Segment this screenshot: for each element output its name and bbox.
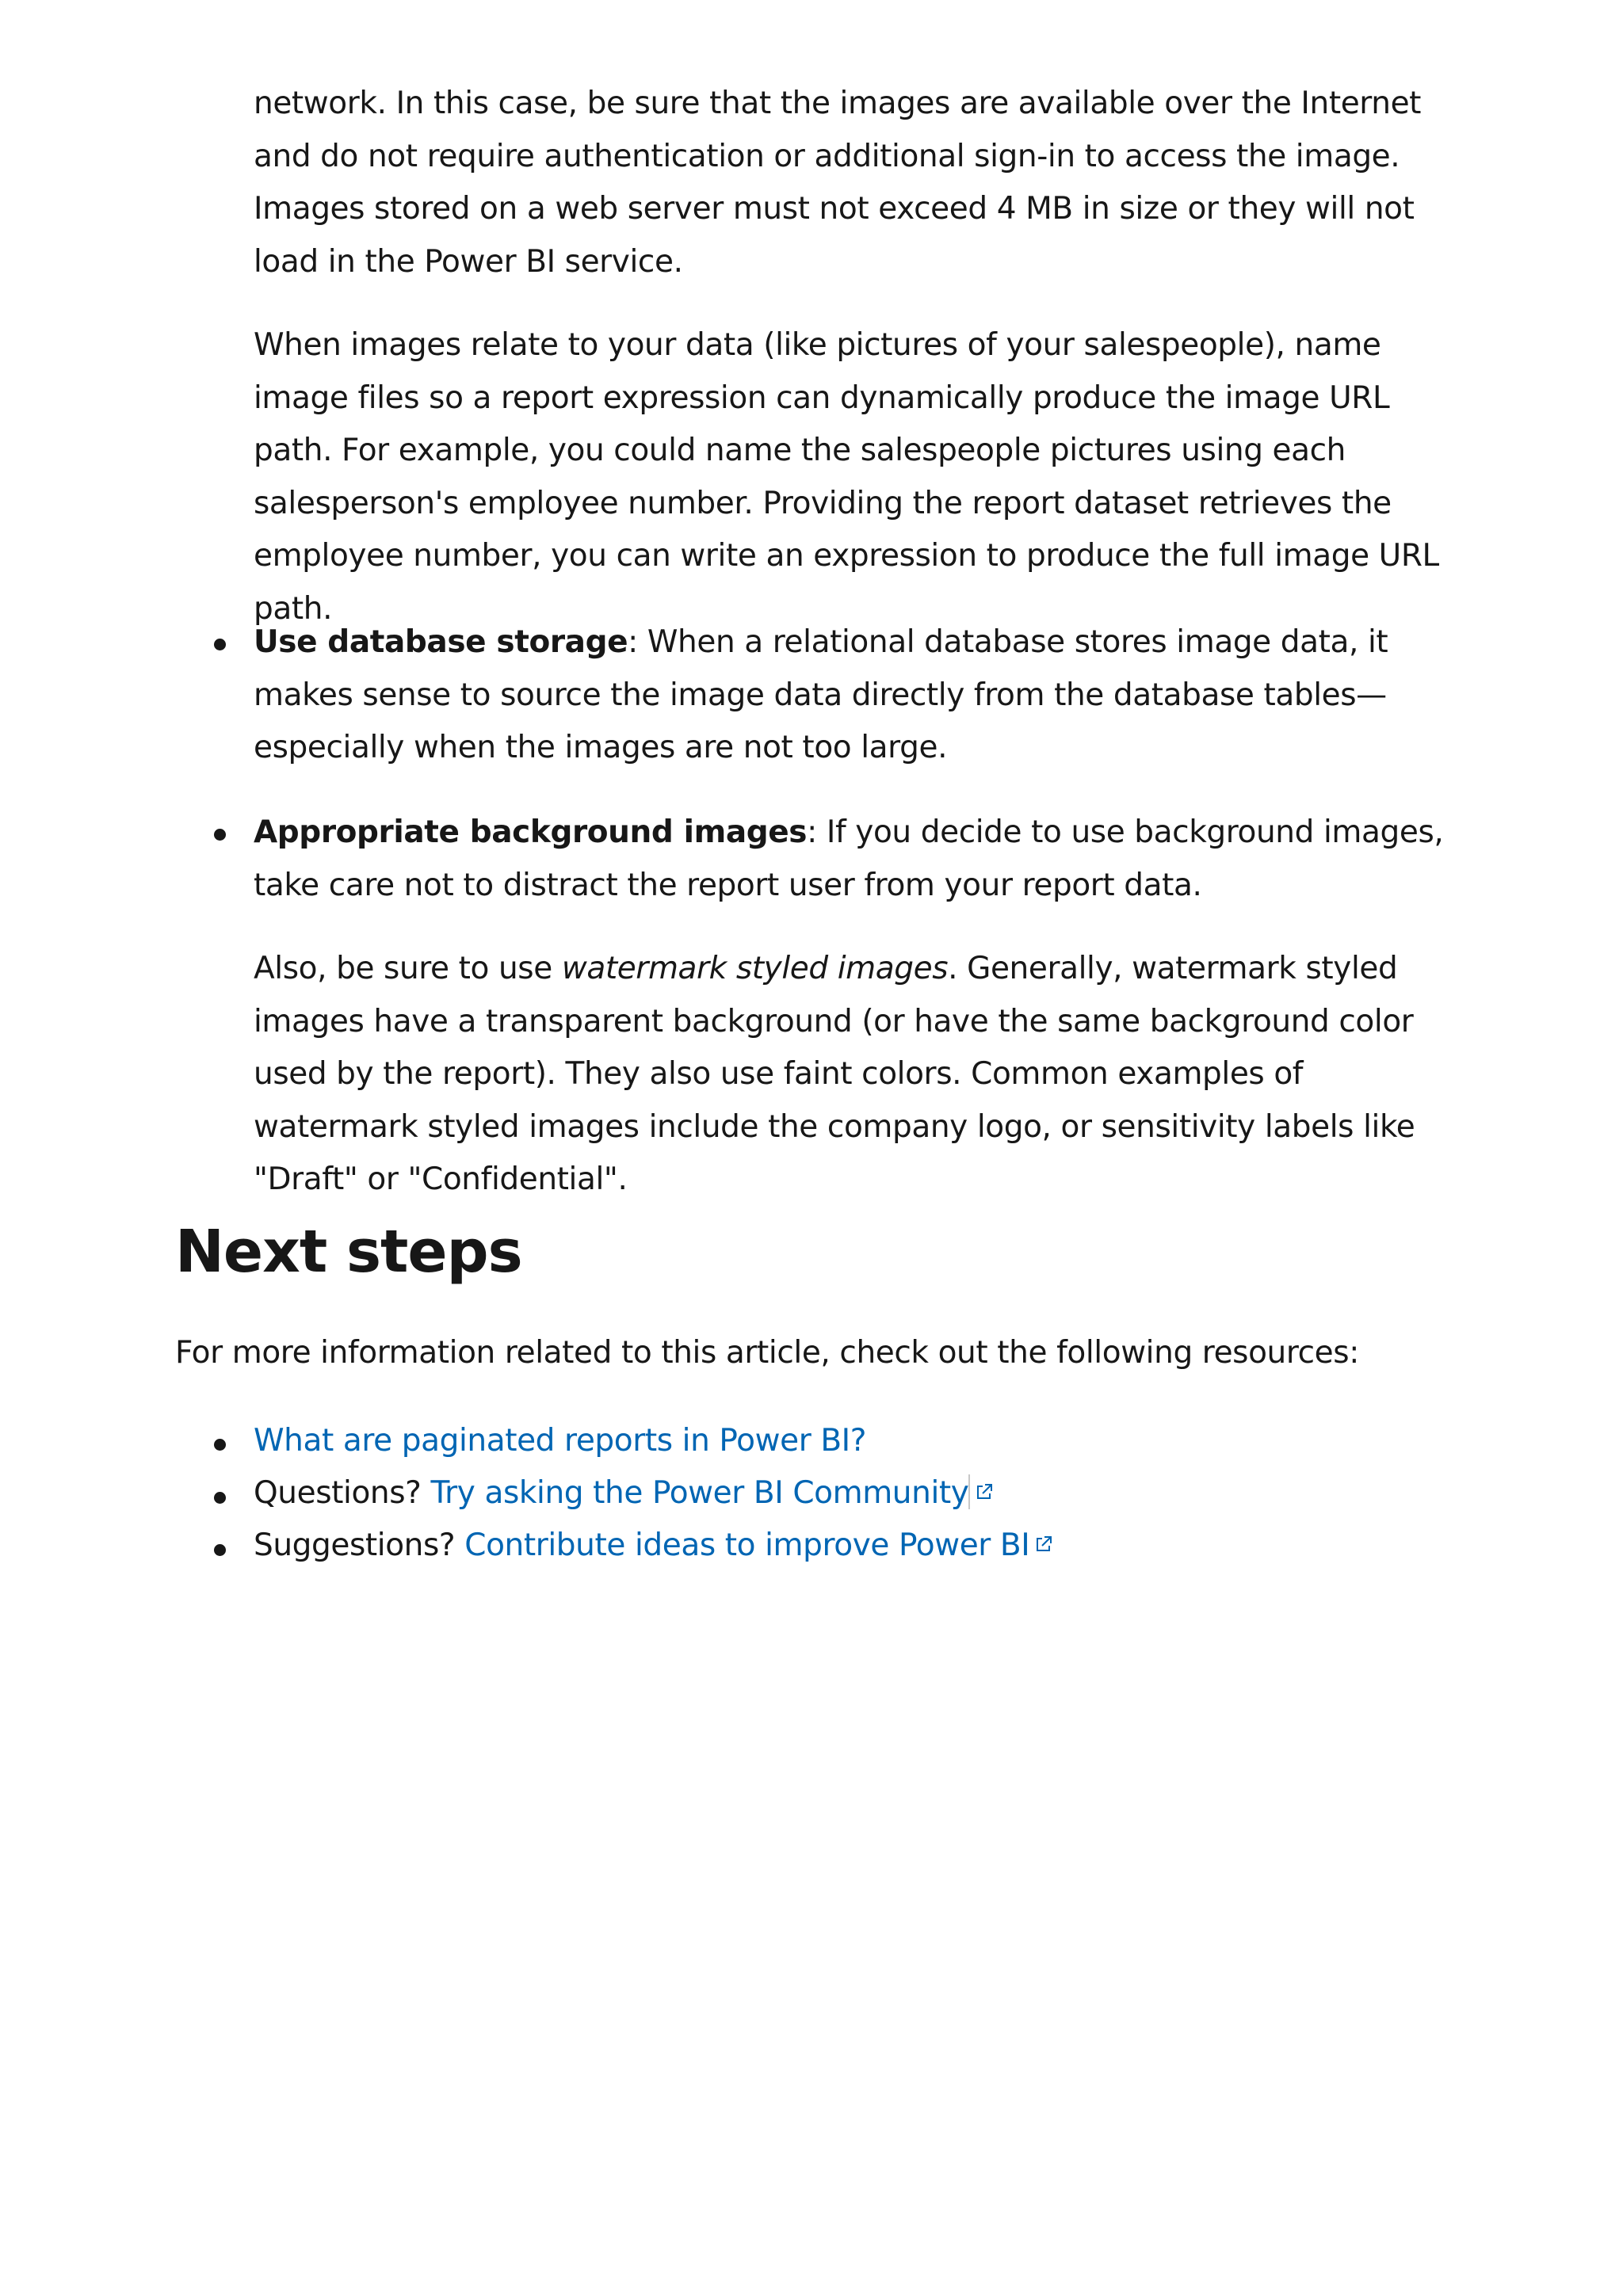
database-storage-term: Use database storage [254, 624, 628, 660]
text-caret [968, 1474, 970, 1509]
bullet-dot [214, 829, 226, 841]
community-link[interactable] [430, 1475, 994, 1511]
questions-prefix: Questions? [254, 1475, 431, 1511]
external-link-icon [975, 1482, 994, 1501]
bullet-dot [214, 1492, 226, 1504]
database-storage-item [254, 616, 1458, 775]
resource-item [254, 1415, 866, 1468]
background-images-term: Appropriate background images [254, 814, 808, 850]
next-steps-heading: Next steps [175, 1218, 522, 1286]
bullet-dot [214, 639, 226, 650]
watermark-emphasis: watermark styled images [561, 951, 949, 986]
image-naming-paragraph: When images relate to your data (like pictures of your salespeople), name image files so a report expression can dynamically produce the image URL path. For example, you could name the salespeople pictures using each salesperson's employee number. Providing the report dataset retrieves the employee number, you can write an expression to produce the full image URL path. [254, 327, 1439, 627]
bullet-dot [214, 1544, 226, 1556]
watermark-after: . Generally, watermark styled images have a transparent background (or have the same background color used by the report). They also use faint colors. Common examples of watermark styled images include the company logo, or sensitivity labels like "Draft" or "Confidential". [254, 951, 1415, 1197]
suggestions-prefix: Suggestions? [254, 1527, 465, 1563]
bullet-dot [214, 1439, 226, 1451]
database-storage-text: : When a relational database stores image data, it makes sense to source the image data directly from the database tables—especially when the images are not too large. [254, 624, 1388, 765]
background-images-item [254, 807, 1458, 912]
background-images-text: : If you decide to use background images, take care not to distract the report user from your report data. [254, 814, 1444, 903]
resource-item [254, 1467, 994, 1520]
external-link-icon [1034, 1535, 1053, 1554]
ideas-link-label: Contribute ideas to improve Power BI [464, 1527, 1030, 1563]
web-server-paragraph: network. In this case, be sure that the images are available over the Internet and do not require authentication or additional sign-in to access the image. Images stored on a web server must not exceed 4 MB in size or they will not load in the Power BI service. [254, 86, 1422, 280]
community-link-label: Try asking the Power BI Community [430, 1475, 969, 1511]
paginated-reports-link[interactable]: What are paginated reports in Power BI? [254, 1423, 867, 1459]
watermark-before: Also, be sure to use [254, 951, 562, 986]
next-steps-intro: For more information related to this article, check out the following resources: [175, 1335, 1359, 1371]
resource-item [254, 1520, 1053, 1573]
ideas-link[interactable] [464, 1527, 1053, 1563]
watermark-paragraph [254, 943, 1458, 1207]
